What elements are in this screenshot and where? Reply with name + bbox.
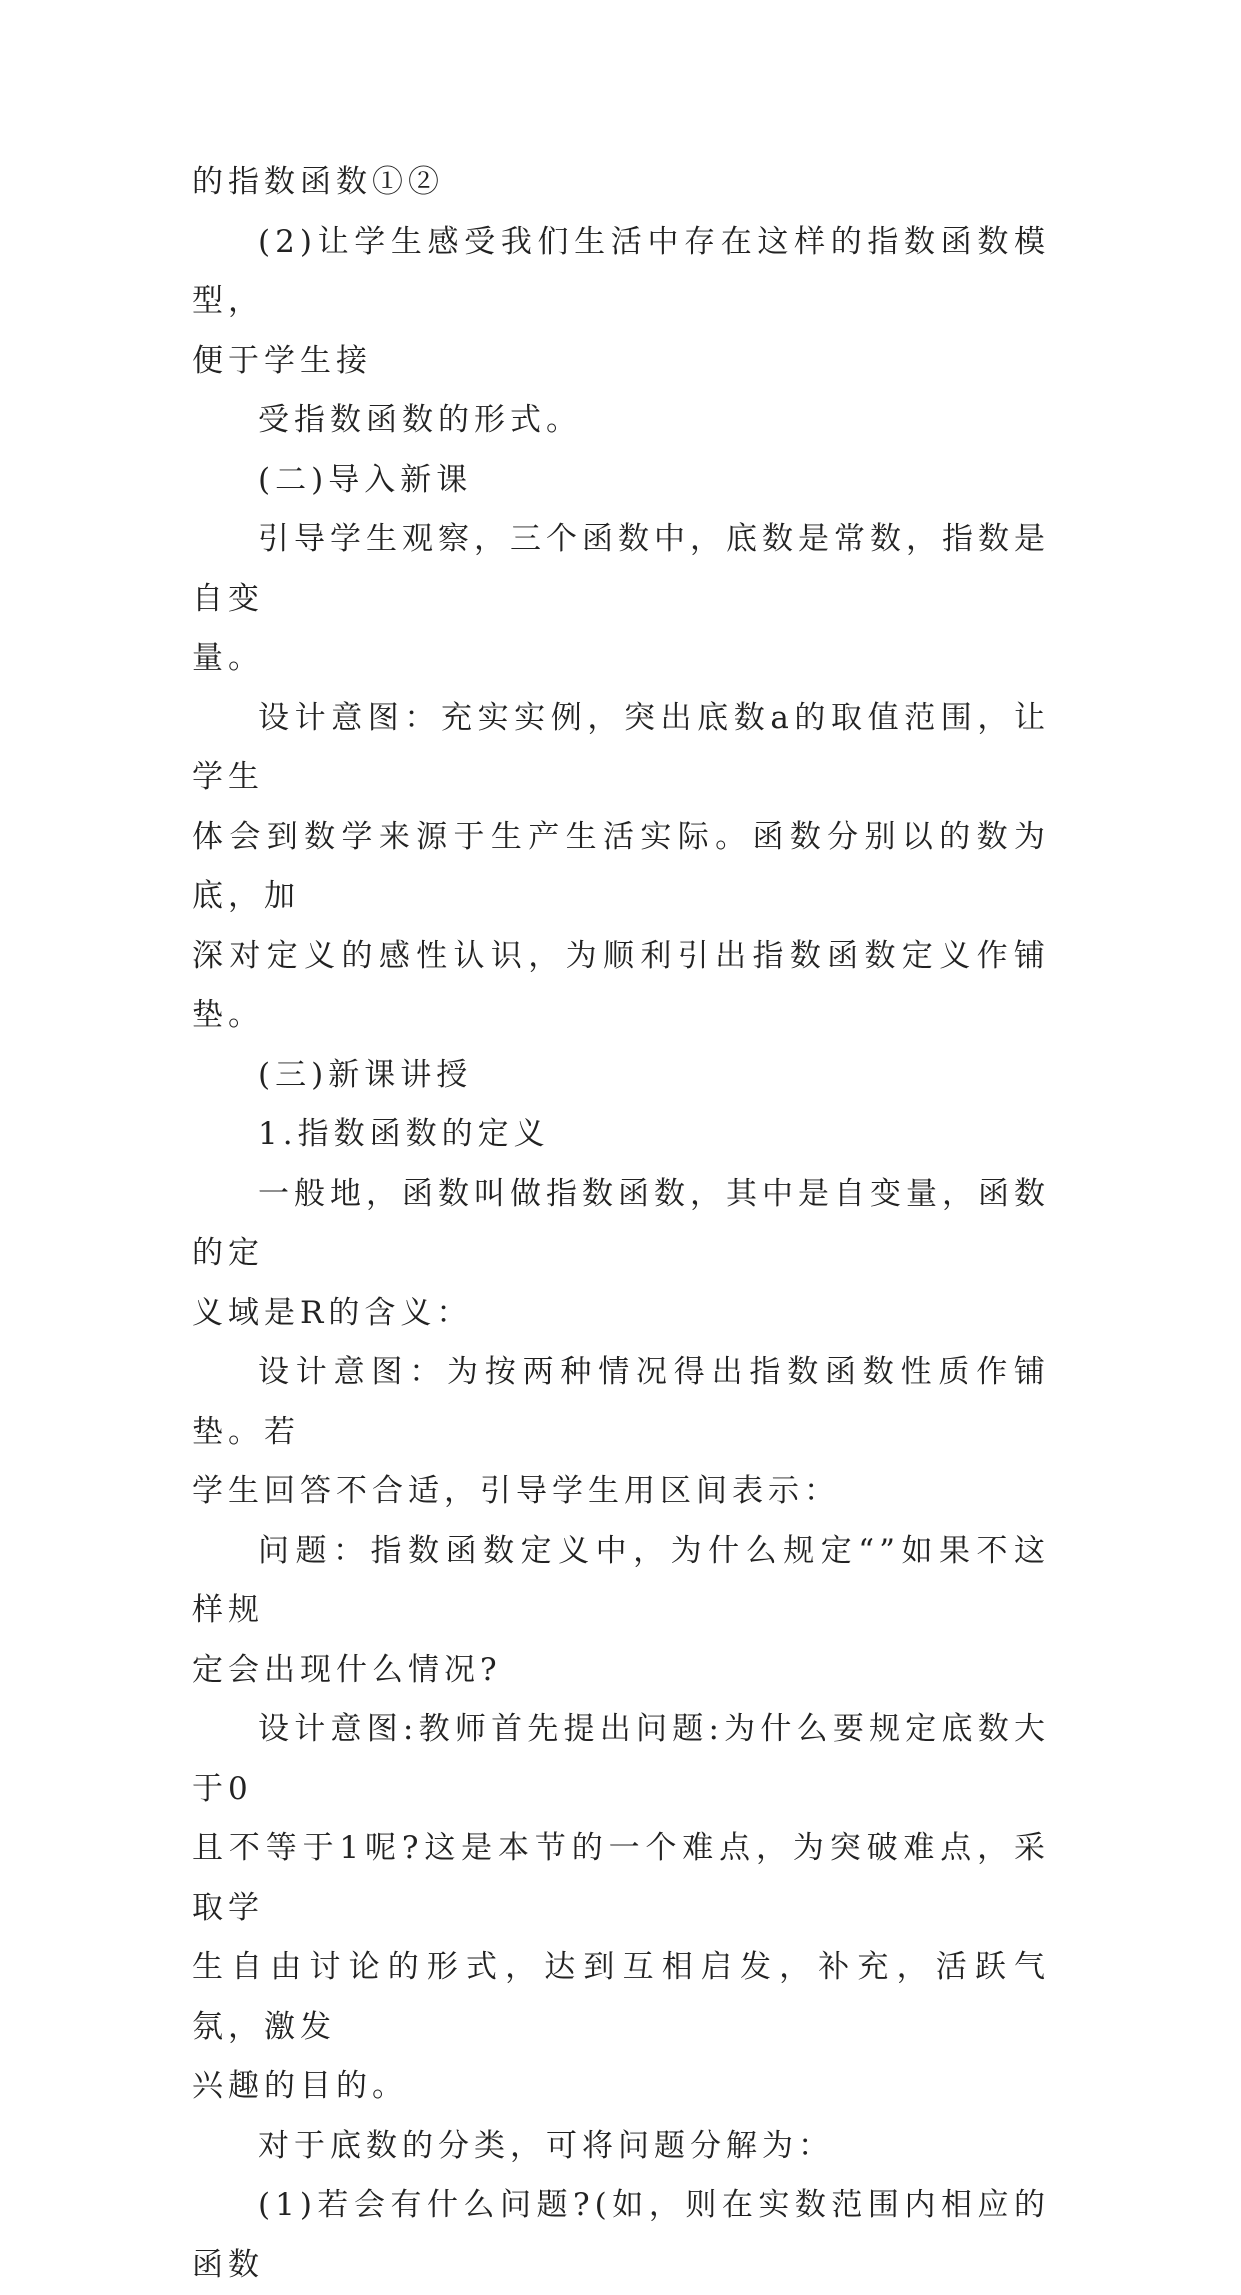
text-line: 兴趣的目的。: [192, 2068, 408, 2104]
text-line: 体会到数学来源于生产生活实际。函数分别以的数为底，加: [192, 818, 1050, 914]
subsection-heading: [192, 1105, 1050, 1165]
paragraph: [192, 1165, 1050, 1284]
paragraph: [192, 153, 1050, 213]
text-line: 且不等于1呢?这是本节的一个难点，为突破难点，采取学: [192, 1830, 1050, 1926]
text-line: (二)导入新课: [258, 461, 473, 498]
paragraph: [192, 2176, 1050, 2295]
paragraph: [192, 689, 1050, 808]
text-line: 对于底数的分类，可将问题分解为：: [258, 2127, 834, 2164]
paragraph-continuation: [192, 1641, 1050, 1701]
text-line: 受指数函数的形式。: [258, 402, 582, 438]
text-line: (1)若会有什么问题?(如，则在实数范围内相应的函数: [192, 2187, 1050, 2283]
text-line: 学生回答不合适，引导学生用区间表示：: [192, 1473, 840, 1509]
text-line: 问题：指数函数定义中，为什么规定“”如果不这样规: [192, 1532, 1050, 1628]
text-line: 的指数函数①②: [192, 164, 444, 200]
paragraph: [192, 1343, 1050, 1462]
text-line: (2)让学生感受我们生活中存在这样的指数函数模型，: [192, 223, 1050, 319]
paragraph: [192, 1700, 1050, 1819]
text-line: 生自由讨论的形式，达到互相启发，补充，活跃气氛，激发: [192, 1949, 1050, 2045]
text-line: 定会出现什么情况?: [192, 1651, 502, 1688]
section-heading: [192, 1046, 1050, 1106]
paragraph-continuation: [192, 1462, 1050, 1522]
text-line: (三)新课讲授: [258, 1056, 473, 1093]
paragraph: [192, 391, 1050, 451]
text-line: 便于学生接: [192, 342, 372, 379]
paragraph: [192, 1522, 1050, 1641]
text-line: 量。: [192, 640, 264, 676]
text-line: 深对定义的感性认识，为顺利引出指数函数定义作铺垫。: [192, 937, 1050, 1033]
paragraph-continuation: [192, 1284, 1050, 1344]
text-line: 1.指数函数的定义: [258, 1116, 550, 1152]
paragraph: [192, 2117, 1050, 2177]
paragraph: [192, 213, 1050, 332]
text-line: 设计意图：为按两种情况得出指数函数性质作铺垫。若: [192, 1354, 1050, 1450]
paragraph-continuation: [192, 1819, 1050, 2117]
document-body: [192, 153, 1050, 2295]
text-line: 引导学生观察，三个函数中，底数是常数，指数是自变: [192, 521, 1050, 617]
paragraph-continuation: [192, 808, 1050, 1046]
text-line: 义域是R的含义：: [192, 1294, 473, 1331]
paragraph-continuation: [192, 629, 1050, 689]
text-line: 设计意图：充实实例，突出底数a的取值范围，让学生: [192, 699, 1050, 795]
paragraph: [192, 510, 1050, 629]
text-line: 设计意图:教师首先提出问题:为什么要规定底数大于0: [192, 1711, 1050, 1807]
text-line: 一般地，函数叫做指数函数，其中是自变量，函数的定: [192, 1175, 1050, 1271]
section-heading: [192, 451, 1050, 511]
paragraph-continuation: [192, 332, 1050, 392]
